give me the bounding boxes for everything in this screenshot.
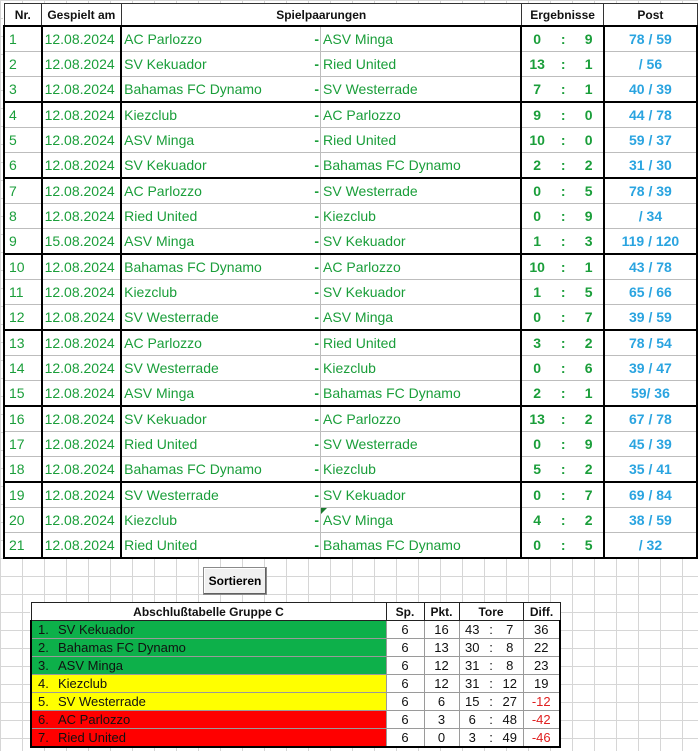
match-post: 35 / 41 — [604, 457, 697, 483]
match-post: / 34 — [604, 204, 697, 229]
away-team: ASV Minga — [321, 305, 522, 331]
away-team: Kiezclub — [321, 204, 522, 229]
sort-button[interactable]: Sortieren — [203, 567, 267, 595]
score-colon: : — [552, 204, 575, 229]
pairing-separator: - — [308, 457, 320, 483]
pairing-separator: - — [308, 128, 320, 153]
match-number: 4 — [4, 102, 42, 128]
standing-points: 12 — [424, 657, 459, 675]
match-post: 39 / 59 — [604, 305, 697, 331]
standing-goals-for: 15 — [459, 693, 485, 711]
away-score: 0 — [574, 102, 603, 128]
match-number: 7 — [4, 178, 42, 204]
pairing-separator: - — [308, 305, 320, 331]
match-row — [4, 102, 697, 128]
match-number: 18 — [4, 457, 42, 483]
pairing-separator: - — [308, 26, 320, 52]
match-schedule-table — [3, 3, 698, 559]
standing-goals-against: 49 — [497, 729, 523, 748]
away-team: Kiezclub — [321, 356, 522, 381]
away-team: SV Kekuador — [321, 229, 522, 255]
match-date: 15.08.2024 — [42, 229, 122, 255]
standing-team: ASV Minga — [56, 657, 386, 675]
away-team: Ried United — [321, 128, 522, 153]
match-date: 12.08.2024 — [42, 26, 122, 52]
home-score: 4 — [521, 508, 552, 533]
away-score: 2 — [574, 330, 603, 356]
match-number: 10 — [4, 254, 42, 280]
home-team: ASV Minga — [121, 229, 308, 255]
pairing-separator: - — [308, 153, 320, 179]
standing-points: 6 — [424, 693, 459, 711]
standings-header-row — [31, 603, 560, 621]
standing-team: SV Kekuador — [56, 621, 386, 639]
standing-points: 0 — [424, 729, 459, 748]
match-row — [4, 406, 697, 432]
home-score: 2 — [521, 153, 552, 179]
schedule-header-row — [4, 4, 697, 27]
standing-points: 12 — [424, 675, 459, 693]
away-team: Kiezclub — [321, 457, 522, 483]
match-row — [4, 204, 697, 229]
standings-row — [31, 729, 560, 748]
match-date: 12.08.2024 — [42, 254, 122, 280]
match-date: 12.08.2024 — [42, 356, 122, 381]
pairing-separator: - — [308, 330, 320, 356]
pairing-separator: - — [308, 254, 320, 280]
home-team: SV Kekuador — [121, 406, 308, 432]
home-score: 2 — [521, 381, 552, 407]
score-colon: : — [552, 356, 575, 381]
away-team: SV Westerrade — [321, 432, 522, 457]
away-team: SV Westerrade — [321, 178, 522, 204]
standing-goals-against: 8 — [497, 639, 523, 657]
standing-diff: 22 — [523, 639, 560, 657]
pairing-separator: - — [308, 280, 320, 305]
standings-row — [31, 693, 560, 711]
match-row — [4, 508, 697, 533]
score-colon: : — [552, 381, 575, 407]
home-team: SV Kekuador — [121, 153, 308, 179]
away-score: 7 — [574, 305, 603, 331]
standings-table — [30, 602, 561, 748]
match-row — [4, 77, 697, 103]
home-team: SV Westerrade — [121, 305, 308, 331]
home-team: Ried United — [121, 432, 308, 457]
match-number: 15 — [4, 381, 42, 407]
standings-row — [31, 711, 560, 729]
pairing-separator: - — [308, 77, 320, 103]
header-post: Post — [604, 4, 697, 27]
home-score: 0 — [521, 482, 552, 508]
standing-diff: 19 — [523, 675, 560, 693]
score-colon: : — [552, 26, 575, 52]
home-score: 0 — [521, 432, 552, 457]
match-date: 12.08.2024 — [42, 330, 122, 356]
match-post: / 32 — [604, 533, 697, 559]
match-post: 38 / 59 — [604, 508, 697, 533]
home-team: Kiezclub — [121, 508, 308, 533]
match-number: 14 — [4, 356, 42, 381]
away-score: 2 — [574, 153, 603, 179]
away-team: ASV Minga — [321, 26, 522, 52]
pairing-separator: - — [308, 381, 320, 407]
home-score: 0 — [521, 204, 552, 229]
away-team: AC Parlozzo — [321, 406, 522, 432]
match-row — [4, 153, 697, 179]
away-score: 2 — [574, 457, 603, 483]
match-date: 12.08.2024 — [42, 77, 122, 103]
away-score: 5 — [574, 178, 603, 204]
standing-team: SV Westerrade — [56, 693, 386, 711]
home-score: 0 — [521, 26, 552, 52]
match-number: 13 — [4, 330, 42, 356]
match-date: 12.08.2024 — [42, 178, 122, 204]
home-score: 0 — [521, 178, 552, 204]
match-number: 12 — [4, 305, 42, 331]
away-team: Ried United — [321, 330, 522, 356]
match-number: 16 — [4, 406, 42, 432]
away-team: SV Kekuador — [321, 482, 522, 508]
match-post: 45 / 39 — [604, 432, 697, 457]
match-number: 2 — [4, 52, 42, 77]
away-score: 7 — [574, 482, 603, 508]
home-team: Bahamas FC Dynamo — [121, 457, 308, 483]
score-colon: : — [552, 229, 575, 255]
match-date: 12.08.2024 — [42, 128, 122, 153]
standing-goals-against: 48 — [497, 711, 523, 729]
standing-goals-against: 12 — [497, 675, 523, 693]
home-score: 0 — [521, 356, 552, 381]
home-score: 10 — [521, 254, 552, 280]
standing-points: 3 — [424, 711, 459, 729]
standing-points: 16 — [424, 621, 459, 639]
match-row — [4, 52, 697, 77]
match-number: 20 — [4, 508, 42, 533]
match-date: 12.08.2024 — [42, 533, 122, 559]
goals-colon: : — [485, 639, 497, 657]
home-team: ASV Minga — [121, 381, 308, 407]
goals-colon: : — [485, 657, 497, 675]
score-colon: : — [552, 102, 575, 128]
home-score: 1 — [521, 280, 552, 305]
match-post: 43 / 78 — [604, 254, 697, 280]
match-post: 69 / 84 — [604, 482, 697, 508]
home-score: 1 — [521, 229, 552, 255]
goals-colon: : — [485, 675, 497, 693]
match-row — [4, 381, 697, 407]
away-team: Bahamas FC Dynamo — [321, 153, 522, 179]
standing-rank: 6. — [31, 711, 56, 729]
header-diff: Diff. — [523, 603, 560, 621]
match-post: 78 / 54 — [604, 330, 697, 356]
goals-colon: : — [485, 711, 497, 729]
match-number: 3 — [4, 77, 42, 103]
match-post: 31 / 30 — [604, 153, 697, 179]
match-number: 1 — [4, 26, 42, 52]
standing-rank: 3. — [31, 657, 56, 675]
home-team: SV Westerrade — [121, 482, 308, 508]
home-team: Ried United — [121, 204, 308, 229]
away-team: Bahamas FC Dynamo — [321, 533, 522, 559]
score-colon: : — [552, 128, 575, 153]
match-date: 12.08.2024 — [42, 432, 122, 457]
match-row — [4, 280, 697, 305]
home-team: AC Parlozzo — [121, 26, 308, 52]
standing-goals-for: 6 — [459, 711, 485, 729]
standing-played: 6 — [386, 621, 424, 639]
standing-played: 6 — [386, 657, 424, 675]
match-post: 44 / 78 — [604, 102, 697, 128]
standing-team: Ried United — [56, 729, 386, 748]
standing-team: Bahamas FC Dynamo — [56, 639, 386, 657]
standing-goals-against: 8 — [497, 657, 523, 675]
home-team: SV Westerrade — [121, 356, 308, 381]
standing-goals-against: 7 — [497, 621, 523, 639]
standing-diff: 36 — [523, 621, 560, 639]
score-colon: : — [552, 153, 575, 179]
match-row — [4, 26, 697, 52]
away-score: 1 — [574, 254, 603, 280]
match-number: 8 — [4, 204, 42, 229]
match-post: 39 / 47 — [604, 356, 697, 381]
away-team: Bahamas FC Dynamo — [321, 381, 522, 407]
away-score: 3 — [574, 229, 603, 255]
score-colon: : — [552, 482, 575, 508]
home-score: 10 — [521, 128, 552, 153]
home-score: 13 — [521, 52, 552, 77]
match-post: 78 / 39 — [604, 178, 697, 204]
score-colon: : — [552, 508, 575, 533]
standing-rank: 1. — [31, 621, 56, 639]
goals-colon: : — [485, 693, 497, 711]
standing-rank: 7. — [31, 729, 56, 748]
away-score: 1 — [574, 52, 603, 77]
match-post: / 56 — [604, 52, 697, 77]
away-team: ASV Minga — [321, 508, 522, 533]
standing-rank: 4. — [31, 675, 56, 693]
standing-goals-for: 30 — [459, 639, 485, 657]
standing-diff: -12 — [523, 693, 560, 711]
match-number: 11 — [4, 280, 42, 305]
away-team: AC Parlozzo — [321, 102, 522, 128]
header-pairings: Spielpaarungen — [121, 4, 521, 27]
match-row — [4, 330, 697, 356]
home-team: AC Parlozzo — [121, 330, 308, 356]
match-post: 40 / 39 — [604, 77, 697, 103]
match-date: 12.08.2024 — [42, 381, 122, 407]
match-row — [4, 229, 697, 255]
pairing-separator: - — [308, 52, 320, 77]
match-date: 12.08.2024 — [42, 204, 122, 229]
home-score: 0 — [521, 305, 552, 331]
header-nr: Nr. — [4, 4, 42, 27]
home-team: Bahamas FC Dynamo — [121, 254, 308, 280]
score-colon: : — [552, 77, 575, 103]
pairing-separator: - — [308, 432, 320, 457]
home-score: 5 — [521, 457, 552, 483]
match-number: 19 — [4, 482, 42, 508]
pairing-separator: - — [308, 508, 320, 533]
away-team: Ried United — [321, 52, 522, 77]
standing-diff: -42 — [523, 711, 560, 729]
standings-title: Abschlußtabelle Gruppe C — [31, 603, 386, 621]
away-score: 2 — [574, 508, 603, 533]
standing-rank: 2. — [31, 639, 56, 657]
pairing-separator: - — [308, 229, 320, 255]
standing-rank: 5. — [31, 693, 56, 711]
standings-row — [31, 675, 560, 693]
match-post: 78 / 59 — [604, 26, 697, 52]
pairing-separator: - — [308, 204, 320, 229]
match-post: 67 / 78 — [604, 406, 697, 432]
standing-played: 6 — [386, 729, 424, 748]
standings-row — [31, 657, 560, 675]
away-score: 0 — [574, 128, 603, 153]
match-date: 12.08.2024 — [42, 482, 122, 508]
match-date: 12.08.2024 — [42, 457, 122, 483]
home-score: 9 — [521, 102, 552, 128]
standing-played: 6 — [386, 711, 424, 729]
header-date: Gespielt am — [42, 4, 122, 27]
goals-colon: : — [485, 729, 497, 748]
standing-goals-against: 27 — [497, 693, 523, 711]
score-colon: : — [552, 178, 575, 204]
match-post: 59/ 36 — [604, 381, 697, 407]
match-row — [4, 482, 697, 508]
home-score: 7 — [521, 77, 552, 103]
match-post: 59 / 37 — [604, 128, 697, 153]
home-team: SV Kekuador — [121, 52, 308, 77]
standing-diff: -46 — [523, 729, 560, 748]
away-score: 5 — [574, 280, 603, 305]
score-colon: : — [552, 330, 575, 356]
away-score: 9 — [574, 432, 603, 457]
pairing-separator: - — [308, 533, 320, 559]
match-number: 17 — [4, 432, 42, 457]
pairing-separator: - — [308, 356, 320, 381]
standing-diff: 23 — [523, 657, 560, 675]
standing-played: 6 — [386, 693, 424, 711]
match-date: 12.08.2024 — [42, 102, 122, 128]
standing-points: 13 — [424, 639, 459, 657]
pairing-separator: - — [308, 178, 320, 204]
match-row — [4, 178, 697, 204]
score-colon: : — [552, 254, 575, 280]
match-row — [4, 432, 697, 457]
away-score: 2 — [574, 406, 603, 432]
away-score: 1 — [574, 77, 603, 103]
score-colon: : — [552, 457, 575, 483]
home-team: ASV Minga — [121, 128, 308, 153]
header-results: Ergebnisse — [521, 4, 604, 27]
header-played: Sp. — [386, 603, 424, 621]
standing-goals-for: 3 — [459, 729, 485, 748]
pairing-separator: - — [308, 482, 320, 508]
standing-played: 6 — [386, 639, 424, 657]
home-score: 0 — [521, 533, 552, 559]
away-team: SV Kekuador — [321, 280, 522, 305]
away-score: 1 — [574, 381, 603, 407]
standings-row — [31, 621, 560, 639]
home-team: AC Parlozzo — [121, 178, 308, 204]
score-colon: : — [552, 533, 575, 559]
match-number: 9 — [4, 229, 42, 255]
away-score: 9 — [574, 26, 603, 52]
header-points: Pkt. — [424, 603, 459, 621]
standing-team: AC Parlozzo — [56, 711, 386, 729]
goals-colon: : — [485, 621, 497, 639]
match-row — [4, 457, 697, 483]
pairing-separator: - — [308, 102, 320, 128]
standing-team: Kiezclub — [56, 675, 386, 693]
match-row — [4, 533, 697, 559]
score-colon: : — [552, 280, 575, 305]
home-team: Kiezclub — [121, 280, 308, 305]
standing-goals-for: 31 — [459, 657, 485, 675]
header-goals: Tore — [459, 603, 523, 621]
score-colon: : — [552, 406, 575, 432]
match-post: 119 / 120 — [604, 229, 697, 255]
match-number: 5 — [4, 128, 42, 153]
match-date: 12.08.2024 — [42, 280, 122, 305]
away-team: SV Westerrade — [321, 77, 522, 103]
home-team: Ried United — [121, 533, 308, 559]
match-date: 12.08.2024 — [42, 153, 122, 179]
home-score: 13 — [521, 406, 552, 432]
match-row — [4, 305, 697, 331]
match-number: 21 — [4, 533, 42, 559]
score-colon: : — [552, 432, 575, 457]
home-team: Kiezclub — [121, 102, 308, 128]
match-row — [4, 356, 697, 381]
match-date: 12.08.2024 — [42, 305, 122, 331]
standings-row — [31, 639, 560, 657]
match-row — [4, 128, 697, 153]
match-number: 6 — [4, 153, 42, 179]
away-score: 5 — [574, 533, 603, 559]
match-row — [4, 254, 697, 280]
away-score: 9 — [574, 204, 603, 229]
score-colon: : — [552, 305, 575, 331]
match-date: 12.08.2024 — [42, 508, 122, 533]
home-team: Bahamas FC Dynamo — [121, 77, 308, 103]
home-score: 3 — [521, 330, 552, 356]
away-team: AC Parlozzo — [321, 254, 522, 280]
standing-goals-for: 43 — [459, 621, 485, 639]
match-date: 12.08.2024 — [42, 52, 122, 77]
away-score: 6 — [574, 356, 603, 381]
match-date: 12.08.2024 — [42, 406, 122, 432]
pairing-separator: - — [308, 406, 320, 432]
standing-goals-for: 31 — [459, 675, 485, 693]
standing-played: 6 — [386, 675, 424, 693]
score-colon: : — [552, 52, 575, 77]
match-post: 65 / 66 — [604, 280, 697, 305]
